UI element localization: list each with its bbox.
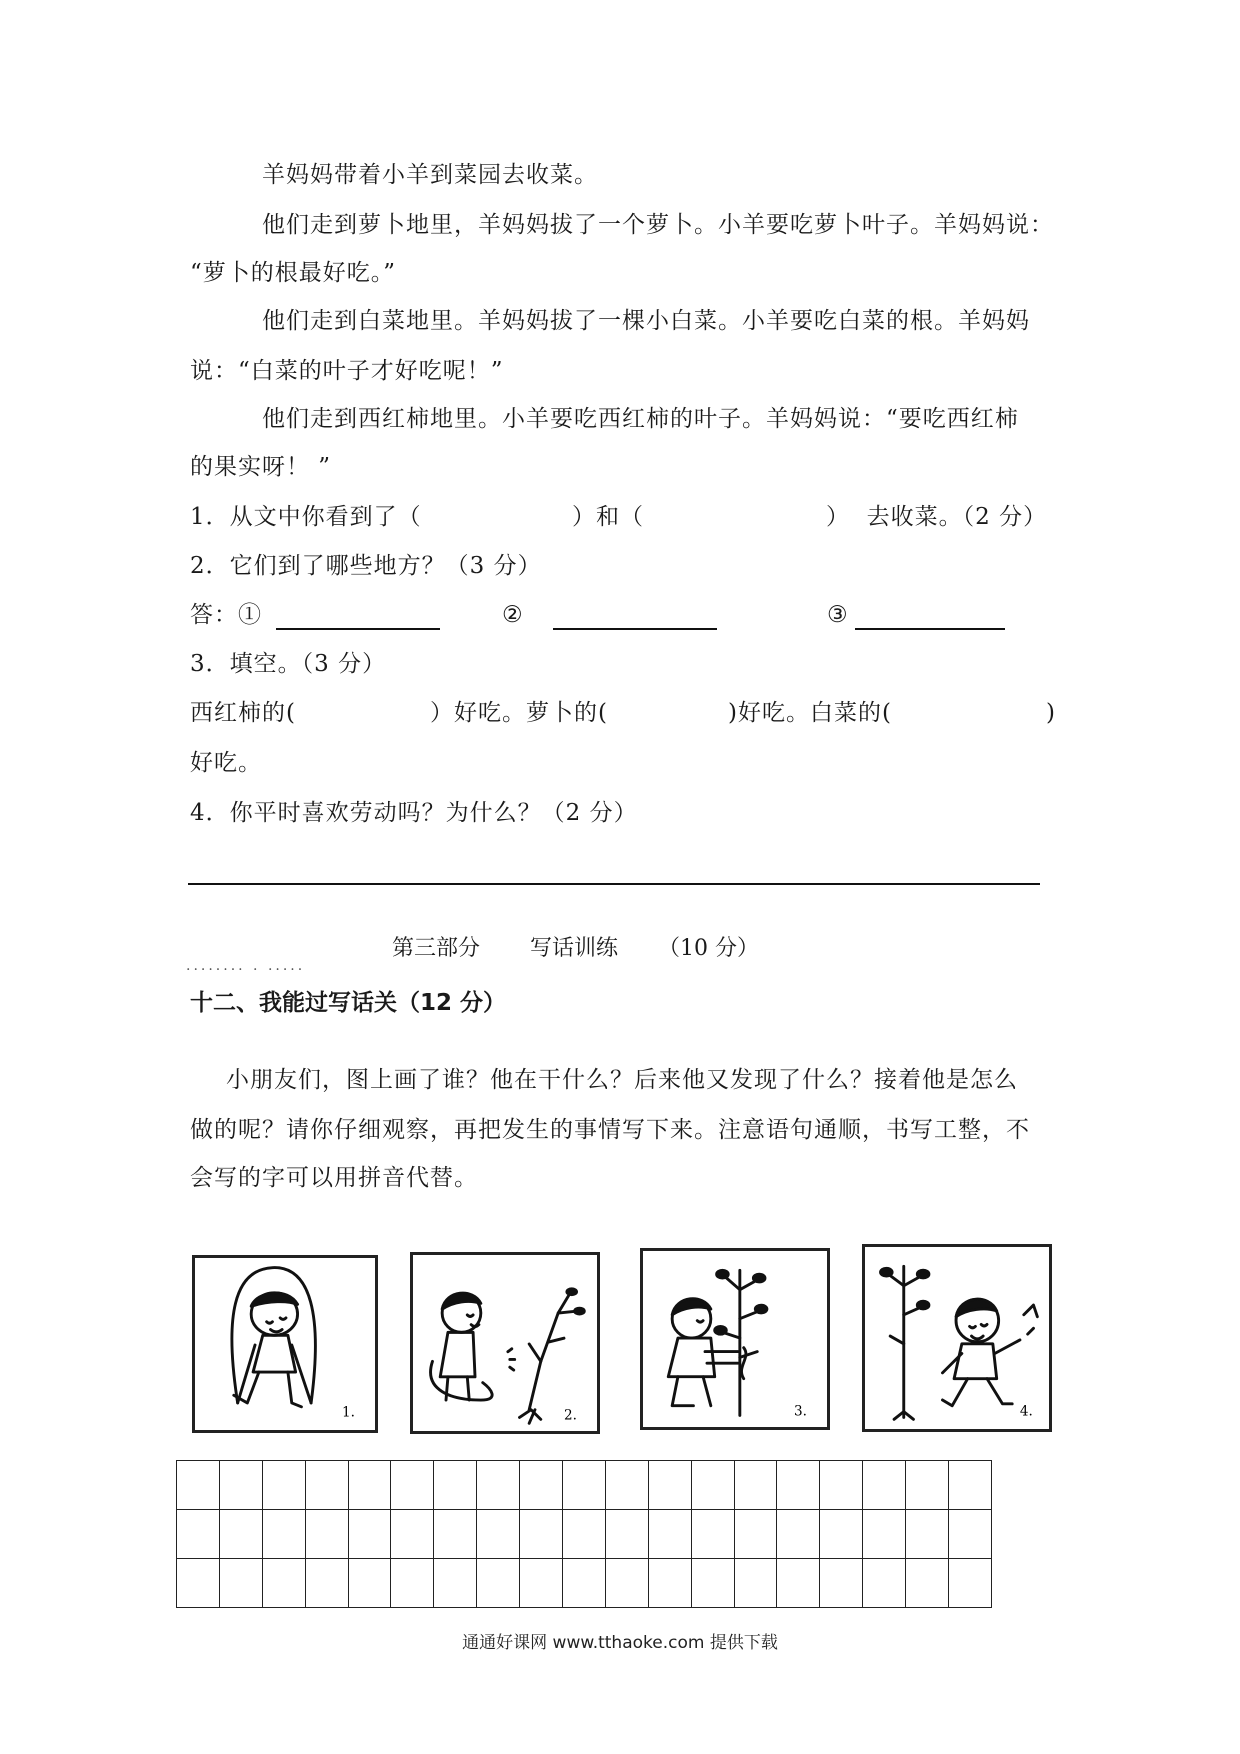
story-paragraph-1: 羊妈妈带着小羊到菜园去收菜。 [262, 162, 598, 188]
grid-cell[interactable] [820, 1461, 863, 1510]
grid-cell[interactable] [348, 1510, 391, 1559]
story-paragraph-3-line-2: 说：“白菜的叶子才好吃呢！” [190, 358, 504, 384]
picture-4-happy-boy [862, 1244, 1052, 1432]
fill-blank-tomato: 西红柿的( [190, 700, 296, 726]
grid-row [177, 1461, 992, 1510]
question-2-answer-3-label: ③ [827, 602, 849, 628]
picture-3-fix-tree [640, 1248, 830, 1430]
grid-cell[interactable] [734, 1461, 777, 1510]
grid-cell[interactable] [563, 1461, 606, 1510]
grid-cell[interactable] [563, 1510, 606, 1559]
grid-cell[interactable] [863, 1461, 906, 1510]
task-line-1: 小朋友们，图上画了谁？他在干什么？后来他又发现了什么？接着他是怎么 [226, 1067, 1018, 1093]
answer-line-question-4[interactable] [188, 883, 1040, 885]
grid-cell[interactable] [520, 1461, 563, 1510]
part-3-label: 第三部分 [392, 936, 481, 961]
grid-cell[interactable] [734, 1559, 777, 1608]
grid-cell[interactable] [820, 1510, 863, 1559]
grid-cell[interactable] [348, 1461, 391, 1510]
picture-3-number: 3. [793, 1403, 807, 1420]
grid-cell[interactable] [777, 1510, 820, 1559]
question-3: 3．填空。（3 分） [190, 651, 387, 677]
grid-cell[interactable] [691, 1510, 734, 1559]
grid-cell[interactable] [605, 1510, 648, 1559]
question-4: 4．你平时喜欢劳动吗？为什么？（2 分） [190, 800, 638, 826]
grid-cell[interactable] [777, 1461, 820, 1510]
picture-4-number: 4. [1019, 1403, 1033, 1420]
grid-cell[interactable] [348, 1559, 391, 1608]
question-1-part-b: ）和（ [572, 504, 644, 530]
story-paragraph-3-line-1: 他们走到白菜地里。羊妈妈拔了一棵小白菜。小羊要吃白菜的根。羊妈妈 [262, 308, 1030, 334]
task-line-3: 会写的字可以用拼音代替。 [190, 1165, 478, 1191]
grid-cell[interactable] [734, 1510, 777, 1559]
grid-cell[interactable] [691, 1559, 734, 1608]
story-paragraph-2-line-2: “萝卜的根最好吃。” [190, 260, 397, 286]
grid-cell[interactable] [477, 1559, 520, 1608]
grid-cell[interactable] [177, 1461, 220, 1510]
grid-cell[interactable] [563, 1559, 606, 1608]
question-1-part-a: 1．从文中你看到了（ [190, 504, 422, 530]
grid-cell[interactable] [906, 1559, 949, 1608]
grid-cell[interactable] [434, 1461, 477, 1510]
grid-cell[interactable] [262, 1461, 305, 1510]
grid-cell[interactable] [434, 1559, 477, 1608]
fill-blank-radish: ）好吃。萝卜的( [430, 700, 608, 726]
picture-1-jump-rope [192, 1255, 378, 1433]
picture-2-number: 2. [563, 1407, 577, 1424]
grid-cell[interactable] [863, 1559, 906, 1608]
fill-blank-cabbage: )好吃。白菜的( [728, 700, 892, 726]
answer-blank-1[interactable] [276, 628, 440, 630]
grid-cell[interactable] [648, 1510, 691, 1559]
fill-blank-close: ) [1046, 700, 1056, 726]
fill-blank-end: 好吃。 [190, 750, 262, 776]
grid-cell[interactable] [605, 1559, 648, 1608]
grid-cell[interactable] [777, 1559, 820, 1608]
grid-row [177, 1559, 992, 1608]
grid-cell[interactable] [391, 1510, 434, 1559]
footer-source: 通通好课网 www.tthaoke.com 提供下载 [462, 1633, 778, 1653]
question-1-part-c: ） 去收菜。（2 分） [826, 504, 1048, 530]
grid-cell[interactable] [520, 1510, 563, 1559]
grid-cell[interactable] [262, 1559, 305, 1608]
grid-cell[interactable] [177, 1559, 220, 1608]
grid-cell[interactable] [177, 1510, 220, 1559]
grid-cell[interactable] [391, 1461, 434, 1510]
part-3-score: （10 分） [658, 936, 759, 961]
part-3-name: 写话训练 [530, 936, 619, 961]
grid-row [177, 1510, 992, 1559]
story-paragraph-4-line-1: 他们走到西红柿地里。小羊要吃西红柿的叶子。羊妈妈说：“要吃西红柿 [262, 406, 1019, 432]
question-2: 2．它们到了哪些地方？（3 分） [190, 553, 542, 579]
grid-cell[interactable] [434, 1510, 477, 1559]
story-paragraph-4-line-2: 的果实呀！ ” [190, 454, 332, 480]
grid-cell[interactable] [648, 1559, 691, 1608]
grid-cell[interactable] [691, 1461, 734, 1510]
grid-cell[interactable] [219, 1510, 262, 1559]
question-2-answer-1-label: 答：① [190, 602, 262, 628]
grid-cell[interactable] [906, 1510, 949, 1559]
grid-cell[interactable] [477, 1510, 520, 1559]
picture-1-number: 1. [342, 1404, 355, 1421]
grid-cell[interactable] [949, 1559, 992, 1608]
story-paragraph-2-line-1: 他们走到萝卜地里，羊妈妈拔了一个萝卜。小羊要吃萝卜叶子。羊妈妈说： [262, 212, 1054, 238]
grid-cell[interactable] [305, 1559, 348, 1608]
grid-cell[interactable] [648, 1461, 691, 1510]
task-line-2: 做的呢？请你仔细观察，再把发生的事情写下来。注意语句通顺，书写工整，不 [190, 1117, 1030, 1143]
section-12-heading: 十二、我能过写话关（12 分） [190, 990, 507, 1016]
grid-cell[interactable] [219, 1559, 262, 1608]
question-2-answer-2-label: ② [502, 602, 524, 628]
grid-cell[interactable] [477, 1461, 520, 1510]
grid-cell[interactable] [391, 1559, 434, 1608]
grid-cell[interactable] [305, 1461, 348, 1510]
grid-cell[interactable] [305, 1510, 348, 1559]
answer-blank-3[interactable] [855, 628, 1005, 630]
answer-blank-2[interactable] [553, 628, 717, 630]
picture-2-broken-tree [410, 1252, 600, 1434]
grid-cell[interactable] [949, 1461, 992, 1510]
grid-cell[interactable] [219, 1461, 262, 1510]
writing-grid[interactable] [176, 1460, 992, 1608]
grid-cell[interactable] [820, 1559, 863, 1608]
dotted-leader: ........ . ..... [186, 958, 306, 974]
grid-cell[interactable] [605, 1461, 648, 1510]
grid-cell[interactable] [863, 1510, 906, 1559]
grid-cell[interactable] [906, 1461, 949, 1510]
grid-cell[interactable] [520, 1559, 563, 1608]
grid-cell[interactable] [949, 1510, 992, 1559]
grid-cell[interactable] [262, 1510, 305, 1559]
